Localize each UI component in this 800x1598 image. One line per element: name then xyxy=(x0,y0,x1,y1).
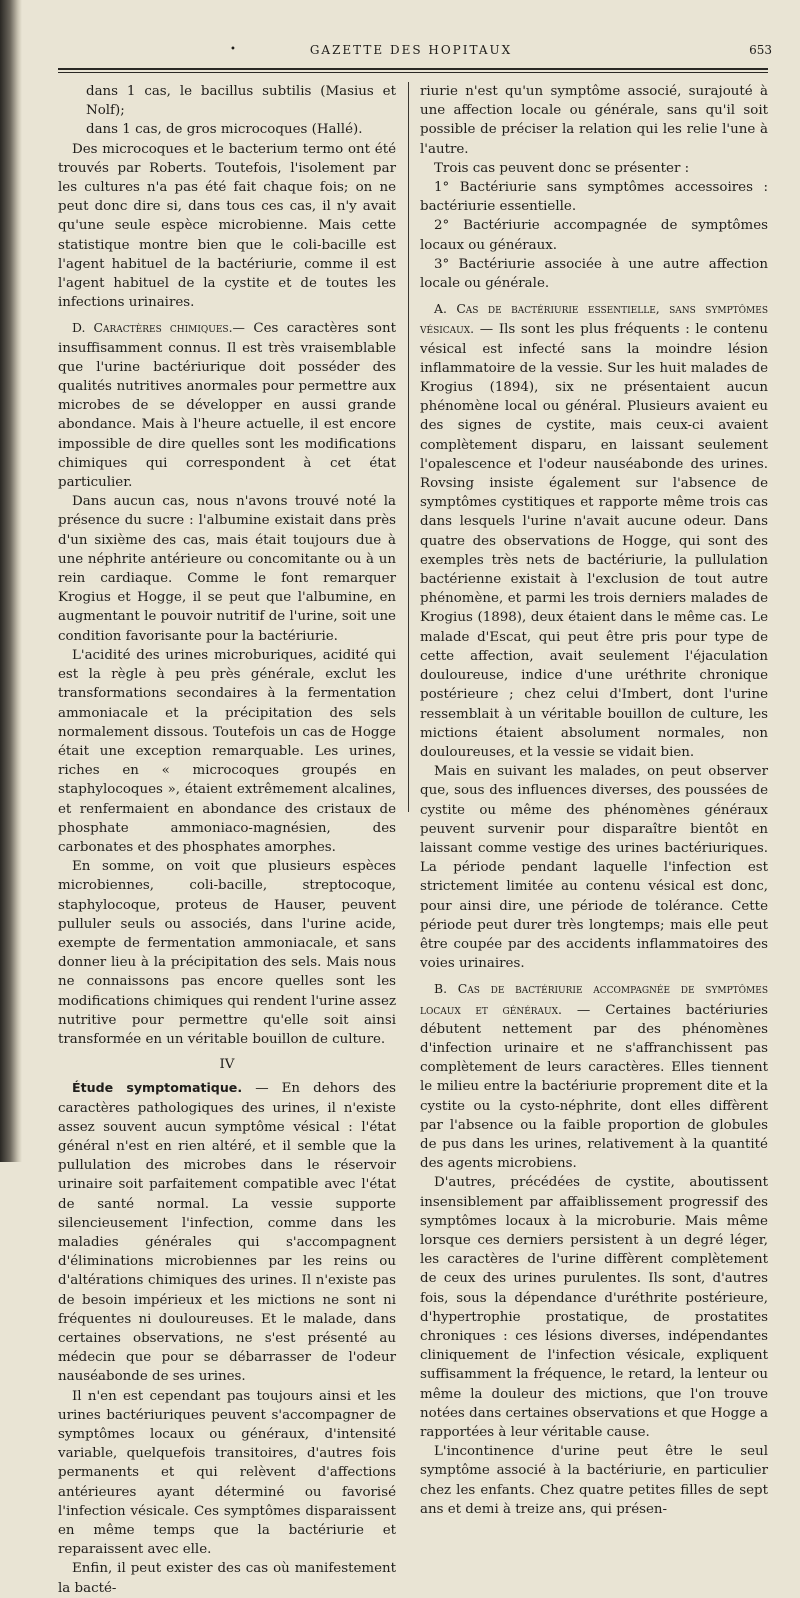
list-item: 2° Bactériurie accompagnée de symptômes locaux ou généraux. xyxy=(420,218,768,253)
paragraph-case-a xyxy=(420,299,768,762)
paragraph: riurie n'est qu'un symptôme associé, surajouté à une affection locale ou générale, sans qu'il soit possible de préciser la relation qui les relie l'une à l'autre. xyxy=(420,84,768,157)
section-a-heading: A. Cas de bactériurie essentielle, sans symptômes vésicaux. xyxy=(420,301,768,337)
right-column xyxy=(420,82,768,1519)
paragraph: D'autres, précédées de cystite, aboutissent insensiblement par affaiblissement progressif des symptômes locaux à la microburie. Mais même lorsque ces derniers persistent à un degré léger, les caractères de l'urine diffèrent complètement de ceux des urines purulentes. Ils sont, d'autres fois, sous la dépendance d'uréthrite postérieure, d'hypertrophie prostatique, de prostatites chroniques : ces lésions diverses, indépendantes cliniquement de l'infection vésicale, expliquent suffisamment la fréquence, le retard, la lenteur ou même la douleur des mictions, que l'on trouve notées dans certaines observations et que Hogge a rapportées à leur véritable cause. xyxy=(420,1175,768,1441)
paragraph: L'incontinence d'urine peut être le seul symptôme associé à la bactériurie, en particulier chez les enfants. Chez quatre petites filles de sept ans et demi à treize ans, qui présen- xyxy=(420,1444,768,1517)
paragraph-text: — Certaines bactériuries débutent nettement par des phénomènes d'infection urinaire et ne s'affranchissent pas complètement de leurs caractères. Elles tiennent le milieu entre la bactériurie proprement dite et la cystite ou la cysto-néphrite, dont elles diffèrent par l'absence ou la faible proportion de globules de pus dans les urines, relativement à la quantité des agents microbiens. xyxy=(420,1002,768,1172)
paragraph-case-b xyxy=(420,979,768,1173)
column-separator xyxy=(408,82,409,812)
header-rule-thick xyxy=(58,68,768,70)
list-item: 1° Bactériurie sans symptômes accessoires : bactériurie essentielle. xyxy=(420,180,768,215)
paragraph-chemical xyxy=(58,318,396,492)
section-d-heading: D. Caractères chimiques.— xyxy=(72,320,245,336)
paragraph: Trois cas peuvent donc se présenter : xyxy=(434,160,690,176)
paragraph: En somme, on voit que plusieurs espèces microbiennes, coli-bacille, streptocoque, staphylocoque, proteus de Hauser, peuvent pulluler seuls ou associés, dans l'urine acide, exempte de fermentation ammoniacale, et sans donner lieu à la précipitation des sels. Mais nous ne connaissons pas encore quelles sont les modifications chimiques qui rendent l'urine assez nutritive pour permettre qu'elle soit ainsi transformée en un véritable bouillon de culture. xyxy=(58,859,396,1047)
page-header xyxy=(50,40,772,62)
paragraph: Mais en suivant les malades, on peut observer que, sous des influences diverses, des poussées de cystite ou même des phénomènes généraux peuvent survenir pour disparaître bientôt en laissant comme vestige des urines bactériuriques. La période pendant laquelle l'infection est strictement limitée au contenu vésical est donc, pour ainsi dire, une période de tolérance. Cette période peut durer très longtemps; mais elle peut être coupée par des accidents inflammatoires des voies urinaires. xyxy=(420,764,768,972)
page-number: 653 xyxy=(749,43,772,57)
journal-title: GAZETTE DES HOPITAUX xyxy=(309,43,513,57)
paragraph-symptoms xyxy=(58,1078,396,1386)
binding-spine xyxy=(0,0,22,1162)
paragraph: dans 1 cas, de gros microcoques (Hallé). xyxy=(86,122,363,138)
paragraph: L'acidité des urines microburiques, acidité qui est la règle à peu près générale, exclut les transformations secondaires à la fermentation ammoniacale et la précipitation des sels normalement dissous. Toutefois un cas de Hogge était une exception remarquable. Les urines, riches en « microcoques groupés en staphylocoques », étaient extrêmement alcalines, et renfermaient en abondance des cristaux de phosphate ammoniaco-magnésien, des carbonates et des phosphates amorphes. xyxy=(58,647,396,855)
header-dot: • xyxy=(230,44,238,55)
header-rule-thin xyxy=(58,72,768,73)
paragraph: Enfin, il peut exister des cas où manifestement la bacté- xyxy=(58,1561,396,1596)
section-b-heading: B. Cas de bactériurie accompagnée de symptômes locaux et généraux. xyxy=(420,981,768,1017)
list-item: 3° Bactériurie associée à une autre affection locale ou générale. xyxy=(420,256,768,292)
paragraph: Des microcoques et le bacterium termo ont été trouvés par Roberts. Toutefois, l'isolement par les cultures n'a pas été fait chaque fois; on ne peut donc dire si, dans tous ces cas, il n'y avait qu'une seule espèce microbienne. Mais cette statistique montre bien que le coli-bacille est l'agent habituel de la bactériurie, comme il est l'agent habituel de la cystite et de toutes les infections urinaires. xyxy=(58,141,396,311)
section-heading-etude: Étude symptomatique. xyxy=(72,1080,243,1096)
paragraph: Il n'en est cependant pas toujours ainsi et les urines bactériuriques peuvent s'accompagner de symptômes locaux ou généraux, d'intensité variable, quelquefois transitoires, d'autres fois permanents et qui relèvent d'affections antérieures ayant déterminé ou favorisé l'infection vésicale. Ces symptômes disparaissent en même temps que la bactériurie et reparaissent avec elle. xyxy=(58,1388,396,1558)
left-column xyxy=(58,82,396,1598)
paragraph: dans 1 cas, le bacillus subtilis (Masius et Nolf); xyxy=(86,84,396,119)
paragraph-text: — Ils sont les plus fréquents : le contenu vésical est infecté sans la moindre lésion inflammatoire de la vessie. Sur les huit malades de Krogius (1894), six ne présentaient aucun phénomène local ou général. Plusieurs avaient eu des signes de cystite, mais ceux-ci avaient complètement disparu, en laissant seulement l'opalescence et l'odeur nauséabonde des urines. Rovsing insiste également sur l'absence de symptômes cystitiques et rapporte même trois cas dans lesquels l'urine n'avait aucune odeur. Dans quatre des observations de Hogge, qui sont des exemples très nets de bactériurie, la pullulation bactérienne existait à l'exclusion de tout autre phénomène, et parmi les trois derniers malades de Krogius (1898), deux étaient dans le même cas. Le malade d'Escat, qui peut être pris pour type de cette affection, avait seulement l'éjaculation douloureuse, indice d'une uréthrite chronique postérieure ; chez celui d'Imbert, dont l'urine ressemblait à un véritable bouillon de culture, les mictions étaient absolument normales, non douloureuses, et la vessie se vidait bien. xyxy=(420,322,768,760)
section-number: IV xyxy=(219,1057,235,1073)
paragraph-text: Ces caractères sont insuffisamment connus. Il est très vraisemblable que l'urine bactériurique doit posséder des qualités nutritives anormales pour permettre aux microbes de se développer en aussi grande abondance. Mais à l'heure actuelle, il est encore impossible de dire quelles sont les modifications chimiques qui correspondent à cet état particulier. xyxy=(58,321,396,491)
paragraph: Dans aucun cas, nous n'avons trouvé noté la présence du sucre : l'albumine existait dans près d'un sixième des cas, mais était toujours due à une néphrite antérieure ou concomitante ou à un rein cardiaque. Comme le font remarquer Krogius et Hogge, il se peut que l'albumine, en augmentant le pouvoir nutritif de l'urine, soit une condition favorisante pour la bactériurie. xyxy=(58,494,396,644)
paragraph-text: — En dehors des caractères pathologiques des urines, il n'existe assez souvent aucun symptôme vésical : l'état général n'est en rien altéré, et il semble que la pullulation des microbes dans le réservoir urinaire soit parfaitement compatible avec l'état de santé normal. La vessie supporte silencieusement l'infection, comme dans les maladies générales qui s'accompagnent d'éliminations microbiennes par les reins ou d'altérations chimiques des urines. Il n'existe pas de besoin impérieux et les mictions ne sont ni fréquentes ni douloureuses. Et le malade, dans certaines observations, ne s'est présenté au médecin que pour se débarrasser de l'odeur nauséabonde de ses urines. xyxy=(58,1081,397,1385)
